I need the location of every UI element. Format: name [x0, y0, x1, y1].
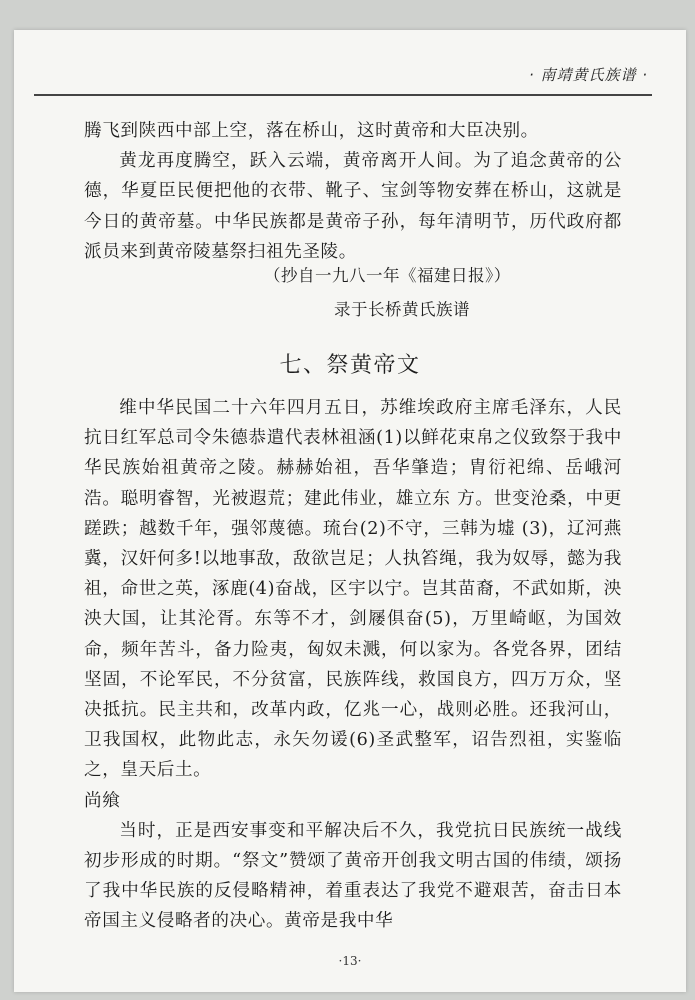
paragraph-commentary: 当时，正是西安事变和平解决后不久，我党抗日民族统一战线初步形成的时期。“祭文”赞颂了黄帝开创我文明古国的伟绩，颂扬了我中华民族的反侵略精神，着重表达了我党不避艰苦，奋击日本帝国主义侵略者的决心。黄帝是我中华: [84, 820, 622, 932]
paragraph-eulogy: 维中华民国二十六年四月五日，苏维埃政府主席毛泽东，人民抗日红军总司令朱德恭遣代表林祖涵(1)以鲜花束帛之仪致祭于我中华民族始祖黄帝之陵。赫赫始祖，吾华肇造；胄衍祀绵、岳峨河浩。聪明睿智，光被遐荒；建此伟业，雄立东 方。世变沧桑，中更蹉跌；越数千年，强邻蔑德。琉台(2)不守，三韩为墟 (3)，辽河燕冀，汉奸何多!以地事敌，敌欲岂足；人执笞绳，我为奴辱，懿为我祖，命世之英，涿鹿(4)奋战，区宇以宁。岂其苗裔，不武如斯，泱泱大国，让其沦胥。东等不才，剑屦俱奋(5)，万里崎岖，为国效命，频年苦斗，备力险夷，匈奴未溅，何以家为。各党各界，团结坚固，不论军民，不分贫富，民族阵线，救国良方，四万万众，坚决抵抗。民主共和，改革内政，亿兆一心，战则必胜。还我河山，卫我国权，此物此志，永矢勿谖(6)圣武整军，诏告烈祖，实鉴临之，皇天后土。: [84, 398, 622, 781]
paragraph-closing: 尚飨: [84, 790, 121, 811]
paragraph-continuation: 腾飞到陕西中部上空，落在桥山，这时黄帝和大臣决别。: [84, 121, 539, 141]
source-citation: （抄自一九八一年《福建日报》）: [264, 266, 511, 285]
body-text-continued: [84, 116, 622, 267]
header-rule: [34, 94, 652, 96]
book-page: [14, 30, 686, 992]
section-title: 七、祭黄帝文: [279, 353, 421, 378]
source-record-note: 录于长桥黄氏族谱: [334, 300, 470, 319]
running-header: · 南靖黄氏族谱 ·: [529, 66, 649, 84]
paragraph-yellow-dragon: 黄龙再度腾空，跃入云端，黄帝离开人间。为了追念黄帝的公德，华夏臣民便把他的衣带、靴子、宝剑等物安葬在桥山，这就是今日的黄帝墓。中华民族都是黄帝子孙，每年清明节，历代政府都派员来到黄帝陵墓祭扫祖先圣陵。: [84, 151, 622, 262]
page-number: ·13·: [338, 954, 362, 968]
section-body: [84, 393, 622, 937]
